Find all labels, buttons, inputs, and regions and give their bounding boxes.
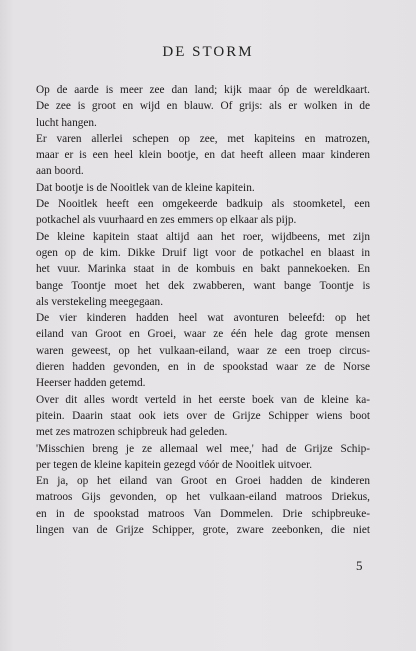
text-line: Heerser hadden getemd. <box>36 377 146 390</box>
text-line: pitein. Daarin staat ook iets over de Grijze Schipper wiens boot <box>36 409 370 422</box>
text-line: Dat bootje is de Nooitlek van de kleine kapitein. <box>36 181 255 194</box>
text-line: Er varen allerlei schepen op zee, met kapiteins en matrozen, <box>36 132 370 145</box>
text-line: potkachel als vuurhaard en zes emmers op elkaar als pijp. <box>36 214 297 227</box>
text-line: De vier kinderen hadden heel wat avonturen beleefd: op het <box>36 312 370 325</box>
text-line: Op de aarde is meer zee dan land; kijk maar óp de wereldkaart. <box>36 84 370 96</box>
text-line: per tegen de kleine kapitein gezegd vóór de Nooitlek uitvoer. <box>36 458 313 471</box>
chapter-title: DE STORM <box>162 44 254 60</box>
text-line: 'Misschien breng je ze allemaal wel mee,' had de Grijze Schip- <box>36 442 370 455</box>
text-line: eiland van Groot en Groei, waar ze één hele dag grote mensen <box>36 328 370 341</box>
text-line: matroos Gijs gevonden, op het vulkaan-eiland matroos Driekus, <box>36 491 370 504</box>
text-line: ogen op de kim. Dikke Druif ligt voor de potkachel en blaast in <box>36 246 370 259</box>
text-line: De kleine kapitein staat altijd aan het roer, wijdbeens, met zijn <box>36 230 370 243</box>
text-line: lingen van de Grijze Schipper, grote, zware zeebonken, die niet <box>36 524 370 537</box>
text-line: lucht hangen. <box>36 116 97 129</box>
body-text <box>36 82 370 538</box>
page-number: 5 <box>356 558 363 573</box>
text-line: dieren hadden gevonden, en in de spookstad waar ze de Norse <box>36 361 370 374</box>
text-line: en in de spookstad matroos Van Dommelen. Drie schipbreuke- <box>36 507 370 520</box>
text-line: bange Toontje moet het dek zwabberen, want bange Toontje is <box>36 279 370 292</box>
text-line: het vuur. Marinka staat in de kombuis en bakt pannekoeken. En <box>36 263 370 276</box>
text-line: als verstekeling meegegaan. <box>36 295 164 308</box>
text-line: met zes matrozen schipbreuk had geleden. <box>36 426 228 439</box>
text-line: De Nooitlek heeft een omgekeerde badkuip als stoomketel, een <box>36 198 370 211</box>
text-line: waren geweest, op het vulkaan-eiland, waar ze een troep circus- <box>36 344 370 357</box>
text-line: maar er is een heel klein bootje, en dat heeft alleen maar kinderen <box>36 149 370 162</box>
text-line: aan boord. <box>36 165 84 178</box>
text-line: En ja, op het eiland van Groot en Groei hadden de kinderen <box>36 475 370 488</box>
text-line: De zee is groot en wijd en blauw. Of grijs: als er wolken in de <box>36 100 370 113</box>
text-line: Over dit alles wordt verteld in het eerste boek van de kleine ka- <box>36 393 370 406</box>
